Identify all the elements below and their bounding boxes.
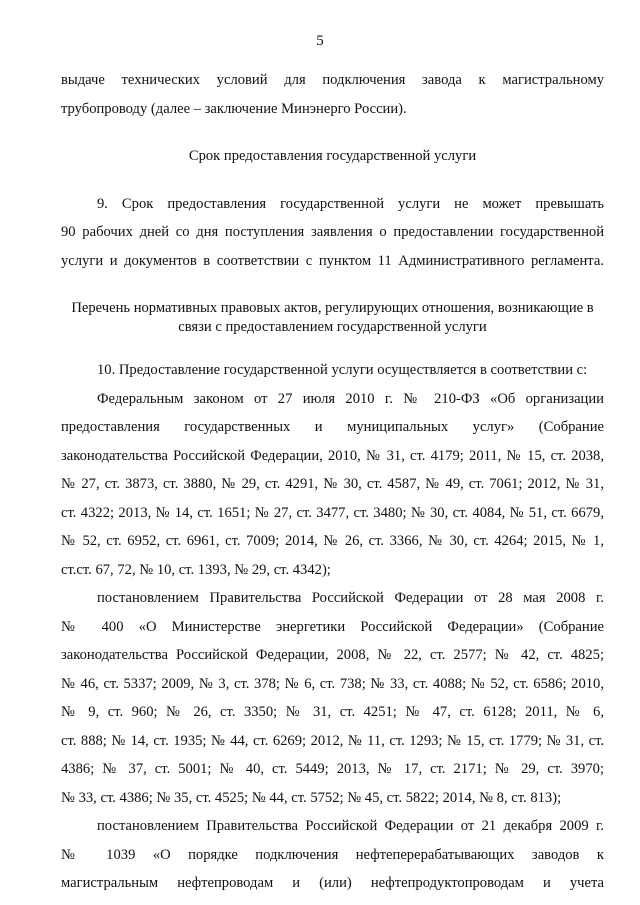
paragraph-line: 10. Предоставление государственной услуги осуществляется в соответствии с: [97,362,588,378]
section-heading: Срок предоставления государственной услуги [188,148,477,164]
paragraph-line: магистральным нефтепроводам и (или) нефтепродуктопроводам и учета [61,875,604,891]
paragraph-line: № 9, ст. 960; № 26, ст. 3350; № 31, ст. 4251; № 47, ст. 6128; 2011, № 6, [61,704,604,720]
paragraph-line: № 33, ст. 4386; № 35, ст. 4525; № 44, ст. 5752; № 45, ст. 5822; 2014, № 8, ст. 813); [61,789,562,806]
paragraph-line: № 1039 «О порядке подключения нефтеперерабатывающих заводов к [61,846,604,863]
paragraph-line: постановлением Правительства Российской Федерации от 21 декабря 2009 г. [97,818,604,834]
paragraph-line: выдаче технических условий для подключения завода к магистральному [61,72,604,88]
paragraph-line: ст.ст. 67, 72, № 10, ст. 1393, № 29, ст. 4342); [61,561,331,578]
page-number: 5 [316,33,324,49]
paragraph-line: № 400 «О Министерстве энергетики Российской Федерации» (Собрание [61,618,604,635]
paragraph-line: ст. 888; № 14, ст. 1935; № 44, ст. 6269; 2012, № 11, ст. 1293; № 15, ст. 1779; № 31, ст. [61,732,604,749]
paragraph-line: законодательства Российской Федерации, 2008, № 22, ст. 2577; № 42, ст. 4825; [61,647,604,663]
paragraph-line: предоставления государственных и муниципальных услуг» (Собрание [61,419,604,435]
paragraph-line: постановлением Правительства Российской Федерации от 28 мая 2008 г. [97,590,604,606]
paragraph-line: услуги и документов в соответствии с пунктом 11 Административного регламента. [61,252,604,269]
paragraph-line: Федеральным законом от 27 июля 2010 г. № 210-ФЗ «Об организации [97,390,604,407]
paragraph-line: ст. 4322; 2013, № 14, ст. 1651; № 27, ст. 3477, ст. 3480; № 30, ст. 4084, № 51, ст. 6679, [61,504,604,521]
paragraph-line: трубопроводу (далее – заключение Минэнерго России). [61,100,407,117]
paragraph-line: № 52, ст. 6952, ст. 6961, ст. 7009; 2014, № 26, ст. 3366, № 30, ст. 4264; 2015, № 1, [61,533,604,549]
section-heading: Перечень нормативных правовых актов, регулирующих отношения, возникающие в [71,300,594,316]
document-body [61,66,604,898]
paragraph-line: 4386; № 37, ст. 5001; № 40, ст. 5449; 2013, № 17, ст. 2171; № 29, ст. 3970; [61,761,604,777]
section-heading: связи с предоставлением государственной услуги [178,319,487,335]
paragraph-line: 90 рабочих дней со дня поступления заявления о предоставлении государственной [61,224,604,240]
paragraph-line: законодательства Российской Федерации, 2010, № 31, ст. 4179; 2011, № 15, ст. 2038, [61,447,604,464]
paragraph-line: № 46, ст. 5337; 2009, № 3, ст. 378; № 6, ст. 738; № 33, ст. 4088; № 52, ст. 6586; 2010, [61,675,604,692]
paragraph-line: № 27, ст. 3873, ст. 3880, № 29, ст. 4291, № 30, ст. 4587, № 49, ст. 7061; 2012, № 31, [61,476,604,492]
paragraph-line: 9. Срок предоставления государственной услуги не может превышать [97,195,604,212]
